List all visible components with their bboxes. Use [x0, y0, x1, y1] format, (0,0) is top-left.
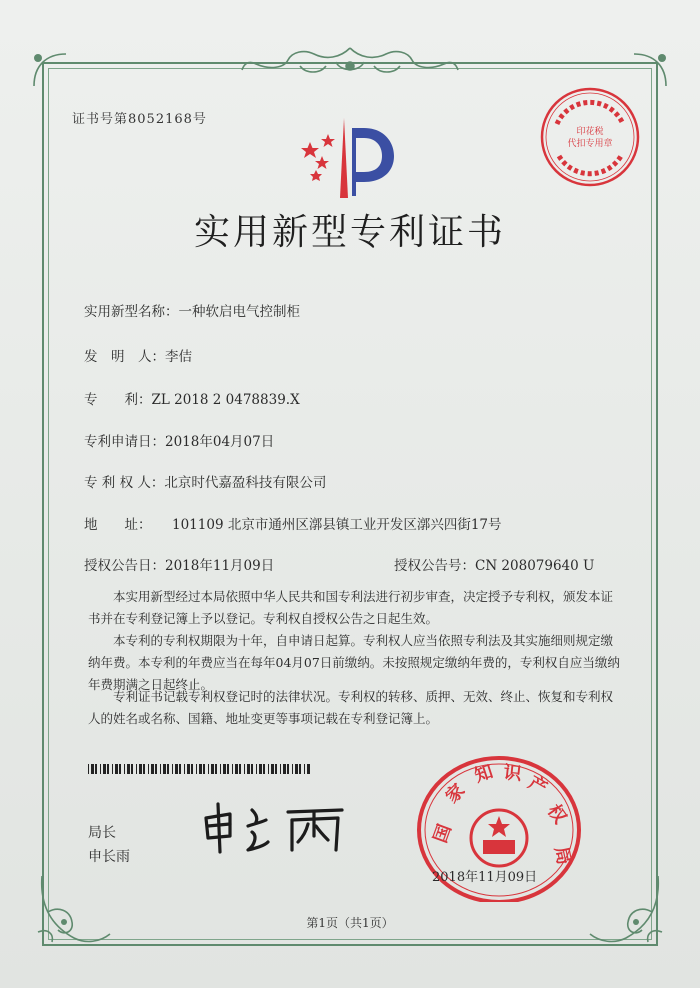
barcode-bar — [220, 764, 221, 774]
corner-ornament-br — [586, 872, 666, 948]
barcode-bar — [88, 764, 89, 774]
address-value: 101109 北京市通州区漷县镇工业开发区漷兴四街17号 — [172, 517, 502, 533]
field-grant-number — [394, 554, 594, 574]
svg-text:局: 局 — [550, 844, 575, 867]
director-signature — [196, 796, 356, 856]
barcode-bar — [283, 764, 286, 774]
grant-date-value: 2018年11月09日 — [165, 558, 275, 574]
corner-ornament-bl — [34, 872, 114, 948]
barcode-bar — [187, 764, 190, 774]
svg-text:识: 识 — [502, 762, 523, 785]
barcode-bar — [259, 764, 262, 774]
corner-ornament-tl — [30, 50, 70, 90]
svg-text:产: 产 — [524, 772, 551, 800]
barcode-bar — [179, 764, 181, 774]
patentee-label: 专 利 权 人： — [84, 475, 165, 491]
barcode-bar — [199, 764, 202, 774]
page-number: 第1页（共1页） — [306, 916, 394, 930]
director-title: 局长 — [88, 825, 116, 841]
barcode-bar — [203, 764, 205, 774]
svg-text:国: 国 — [429, 821, 456, 846]
barcode-bar — [295, 764, 298, 774]
barcode-bar — [292, 764, 293, 774]
svg-text:家: 家 — [441, 779, 470, 808]
barcode-bar — [151, 764, 154, 774]
field-grant-date — [84, 554, 274, 574]
barcode-bar — [275, 764, 277, 774]
barcode-bar — [127, 764, 130, 774]
barcode-bar — [148, 764, 149, 774]
seal-date: 2018年11月09日 — [432, 870, 538, 885]
barcode-bar — [208, 764, 209, 774]
barcode-bar — [271, 764, 274, 774]
barcode-bar — [215, 764, 217, 774]
model-name-label: 实用新型名称： — [84, 304, 179, 320]
application-date-value: 2018年04月07日 — [165, 434, 275, 450]
barcode-bar — [307, 764, 310, 774]
barcode-bar — [100, 764, 101, 774]
tax-stamp-seal — [537, 84, 643, 190]
barcode-bar — [227, 764, 229, 774]
barcode-bar — [299, 764, 301, 774]
director-name: 申长雨 — [88, 849, 130, 865]
top-ornament — [240, 44, 460, 78]
barcode-bar — [95, 764, 97, 774]
field-model-name — [84, 300, 300, 320]
grant-number-label: 授权公告号： — [394, 558, 475, 574]
paragraph-text: 本专利的专利权期限为十年，自申请日起算。专利权人应当依照专利法及其实施细则规定缴纳年费。本专利的年费应当在每年04月07日前缴纳。未按照规定缴纳年费的，专利权自应当缴纳年费期满之日起终止。 — [88, 633, 620, 692]
certificate-number: 证书号第8052168号 — [72, 112, 207, 127]
patentee-value: 北京时代嘉盈科技有限公司 — [164, 475, 327, 491]
barcode-icon — [88, 764, 310, 774]
barcode-bar — [119, 764, 121, 774]
barcode-bar — [175, 764, 178, 774]
patent-number-label: 专 利： — [84, 392, 152, 408]
barcode-bar — [172, 764, 173, 774]
barcode-bar — [244, 764, 245, 774]
svg-text:权: 权 — [542, 800, 571, 828]
barcode-bar — [107, 764, 109, 774]
grant-number-value: CN 208079640 U — [475, 558, 595, 574]
barcode-bar — [91, 764, 94, 774]
barcode-bar — [136, 764, 137, 774]
barcode-bar — [211, 764, 214, 774]
barcode-bar — [287, 764, 289, 774]
barcode-bar — [247, 764, 250, 774]
barcode-bar — [251, 764, 253, 774]
barcode-bar — [191, 764, 193, 774]
barcode-bar — [139, 764, 142, 774]
patent-office-logo-icon — [292, 112, 402, 198]
barcode-bar — [304, 764, 305, 774]
barcode-bar — [160, 764, 161, 774]
field-inventor — [84, 345, 192, 365]
barcode-bar — [268, 764, 269, 774]
patent-number-value: ZL 2018 2 0478839.X — [151, 392, 300, 408]
field-address — [84, 513, 502, 533]
application-date-label: 专利申请日： — [84, 434, 165, 450]
barcode-bar — [143, 764, 145, 774]
barcode-bar — [232, 764, 233, 774]
barcode-bar — [155, 764, 157, 774]
barcode-bar — [256, 764, 257, 774]
inventor-label: 发 明 人： — [84, 349, 165, 365]
barcode-bar — [235, 764, 238, 774]
model-name-value: 一种软启电气控制柜 — [178, 304, 300, 320]
paragraph-text: 本实用新型经过本局依照中华人民共和国专利法进行初步审查，决定授予专利权，颁发本证书并在专利登记簿上予以登记。专利权自授权公告之日起生效。 — [88, 589, 614, 626]
grant-date-label: 授权公告日： — [84, 558, 165, 574]
inventor-value: 李佶 — [165, 349, 192, 365]
barcode-bar — [163, 764, 166, 774]
paragraph-text: 专利证书记载专利权登记时的法律状况。专利权的转移、质押、无效、终止、恢复和专利权人的姓名或名称、国籍、地址变更等事项记载在专利登记簿上。 — [88, 689, 614, 726]
field-patent-number — [84, 388, 300, 408]
field-patentee — [84, 471, 326, 491]
certificate-title: 实用新型专利证书 — [193, 212, 506, 253]
barcode-bar — [167, 764, 169, 774]
svg-text:知: 知 — [472, 761, 496, 787]
barcode-bar — [112, 764, 113, 774]
svg-text:代扣专用章: 代扣专用章 — [567, 139, 613, 149]
barcode-bar — [223, 764, 226, 774]
barcode-bar — [115, 764, 118, 774]
barcode-bar — [280, 764, 281, 774]
barcode-bar — [124, 764, 125, 774]
barcode-bar — [131, 764, 133, 774]
field-application-date — [84, 430, 274, 450]
body-paragraph-3 — [88, 686, 620, 730]
barcode-bar — [196, 764, 197, 774]
barcode-bar — [239, 764, 241, 774]
barcode-bar — [184, 764, 185, 774]
svg-text:印花税: 印花税 — [576, 127, 604, 137]
address-label: 地 址： — [84, 517, 152, 533]
body-paragraph-1 — [88, 586, 620, 630]
barcode-bar — [263, 764, 265, 774]
barcode-bar — [103, 764, 106, 774]
